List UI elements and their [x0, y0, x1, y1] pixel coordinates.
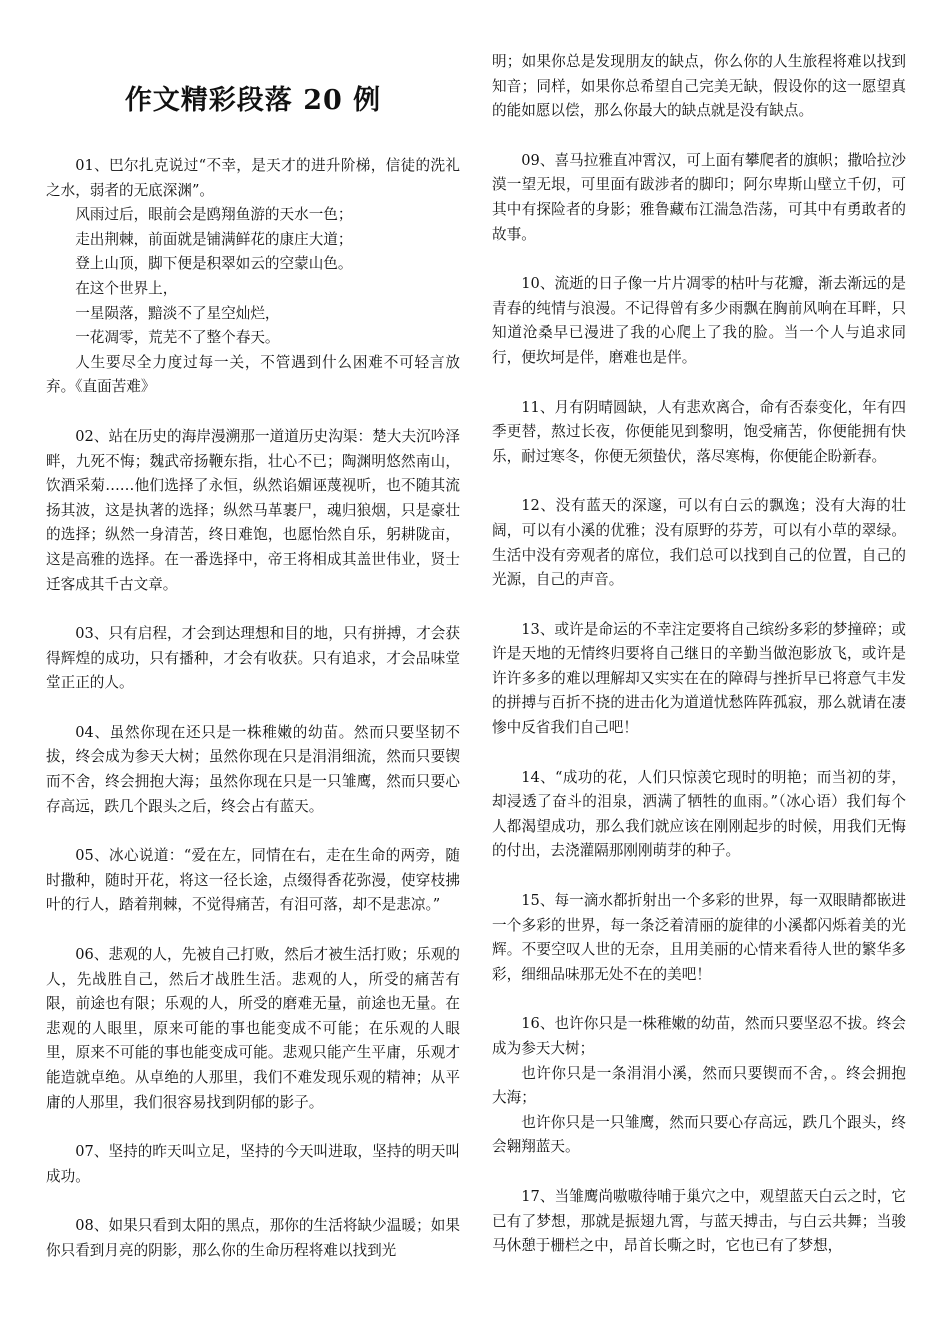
poem-line-1: 风雨过后，眼前会是鸥翔鱼游的天水一色；: [75, 206, 353, 224]
paragraph-05: 05、冰心说道：“爱在左，同情在右，走在生命的两旁，随时撒种，随时开花，将这一径长途，点缀得香花弥漫，使穿枝拂叶的行人，踏着荆棘，不觉得痛苦，有泪可落，却不是悲凉。”: [46, 847, 460, 914]
paragraph-14: 14、“成功的花，人们只惊羡它现时的明艳；而当初的芽，却浸透了奋斗的泪泉，洒满了牺牲的血雨。”（冰心语）我们每个人都渴望成功，那么我们就应该在刚刚起步的时候，用我们无悔的付出，去浇灌隔那刚刚萌芽的种子。: [492, 768, 906, 860]
paragraph-11: 11、月有阴晴圆缺，人有悲欢离合，命有否泰变化，年有四季更替，熬过长夜，你便能见到黎明，饱受痛苦，你便能拥有快乐，耐过寒冬，你便无须蛰伏，落尽寒梅，你便能企盼新春。: [492, 398, 906, 465]
left-column: [46, 0, 460, 1264]
right-column: [492, 0, 906, 1259]
paragraph-13: 13、或许是命运的不幸注定要将自己缤纷多彩的梦撞碎；或许是天地的无情终归要将自己继日的辛勤当做泡影放飞，或许是许许多多的难以理解却又实实在在的障碍与挫折早已将意气丰发的拼搏与百折不挠的进击化为道道忧愁阵阵孤寂，那么就请在凄惨中反省我们自己吧！: [492, 620, 906, 737]
paragraph-04: 04、虽然你现在还只是一株稚嫩的幼苗。然而只要坚韧不拔，终会成为参天大树；虽然你现在只是涓涓细流，然而只要锲而不舍，终会拥抱大海；虽然你现在只是一只雏鹰，然而只要心存高远，跌几个跟头之后，终会占有蓝天。: [46, 723, 460, 815]
paragraph-03: 03、只有启程，才会到达理想和目的地，只有拼搏，才会获得辉煌的成功，只有播种，才会有收获。只有追求，才会品味堂堂正正的人。: [46, 625, 460, 692]
paragraph-01-end: 人生要尽全力度过每一关，不管遇到什么困难不可轻言放弃。《直面苦难》: [46, 353, 460, 396]
paragraph-02: 02、站在历史的海岸漫溯那一道道历史沟渠：楚大夫沉吟泽畔，九死不悔；魏武帝扬鞭东指，壮心不已；陶渊明悠然南山，饮酒采菊……他们选择了永恒，纵然谄媚诬蔑视听，也不随其流扬其波，这是执著的选择；纵然马革裹尸，魂归狼烟，只是豪壮的选择；纵然一身清苦，终日难饱，也愿怡然自乐，躬耕陇亩，这是高雅的选择。在一番选择中，帝王将相成其盖世伟业，贤士迁客成其千古文章。: [46, 427, 460, 593]
paragraph-15: 15、每一滴水都折射出一个多彩的世界，每一双眼睛都嵌进一个多彩的世界，每一条泛着清丽的旋律的小溪都闪烁着美的光辉。不要空叹人世的无奈，且用美丽的心情来看待人世的繁华多彩，细细品味那无处不在的美吧！: [492, 892, 906, 983]
poem-line-3: 登上山顶，脚下便是积翠如云的空蒙山色。: [75, 255, 353, 273]
paragraph-01: 01、巴尔扎克说过“不幸，是天才的进升阶梯，信徒的洗礼之水，弱者的无底深渊”。: [46, 157, 460, 199]
paragraph-08-continued: 明；如果你总是发现朋友的缺点，你么你的人生旅程将难以找到知音；同样，如果你总希望自己完美无缺，假设你的这一愿望真的能如愿以偿，那么你最大的缺点就是没有缺点。: [492, 53, 906, 120]
document-title: 作文精彩段落 20 例: [124, 85, 382, 116]
poem-line-4: 在这个世界上，: [75, 279, 178, 297]
paragraph-12: 12、没有蓝天的深邃，可以有白云的飘逸；没有大海的壮阔，可以有小溪的优雅；没有原野的芬芳，可以有小草的翠绿。生活中没有旁观者的席位，我们总可以找到自己的位置，自己的光源，自己的声音。: [492, 497, 906, 589]
poem-line-6: 一花凋零，荒芜不了整个春天。: [75, 329, 280, 347]
paragraph-17: 17、当雏鹰尚嗷嗷待哺于巢穴之中，观望蓝天白云之时，它已有了梦想，那就是振翅九霄，与蓝天搏击，与白云共舞；当骏马休憩于栅栏之中，昂首长嘶之时，它也已有了梦想，: [492, 1187, 906, 1255]
paragraph-16c: 也许你只是一只雏鹰，然而只要心存高远，跌几个跟头，终会翱翔蓝天。: [492, 1113, 906, 1156]
paragraph-06: 06、悲观的人，先被自己打败，然后才被生活打败；乐观的人，先战胜自己，然后才战胜生活。悲观的人，所受的痛苦有限，前途也有限；乐观的人，所受的磨难无量，前途也无量。在悲观的人眼里，原来可能的事也能变成不可能；在乐观的人眼里，原来不可能的事也能变成可能。悲观只能产生平庸，乐观才能造就卓绝。从卓绝的人那里，我们不难发现乐观的精神；从平庸的人那里，我们很容易找到阴郁的影子。: [46, 946, 460, 1111]
poem-line-5: 一星陨落，黯淡不了星空灿烂，: [75, 304, 280, 322]
paragraph-07: 07、坚持的昨天叫立足，坚持的今天叫进取，坚持的明天叫成功。: [46, 1143, 460, 1185]
paragraph-09: 09、喜马拉雅直冲霄汉，可上面有攀爬者的旗帜；撒哈拉沙漠一望无垠，可里面有跋涉者的脚印；阿尔卑斯山壁立千仞，可其中有探险者的身影；雅鲁藏布江湍急浩荡，可其中有勇敢者的故事。: [492, 151, 906, 243]
paragraph-10: 10、流逝的日子像一片片凋零的枯叶与花瓣，渐去渐远的是青春的纯情与浪漫。不记得曾有多少雨飘在胸前风响在耳畔，只知道沧桑早已漫进了我的心爬上了我的脸。当一个人与追求同行，便坎坷是伴，磨难也是伴。: [492, 275, 906, 366]
paragraph-08: 08、如果只看到太阳的黑点，那你的生活将缺少温暖；如果你只看到月亮的阴影，那么你的生命历程将难以找到光: [46, 1217, 460, 1259]
poem-line-2: 走出荆棘，前面就是铺满鲜花的康庄大道；: [75, 230, 353, 248]
paragraph-16: 16、也许你只是一株稚嫩的幼苗，然而只要坚忍不拔。终会成为参天大树；: [492, 1015, 906, 1057]
paragraph-16b: 也许你只是一条涓涓小溪，然而只要锲而不舍，。终会拥抱大海；: [492, 1064, 906, 1107]
